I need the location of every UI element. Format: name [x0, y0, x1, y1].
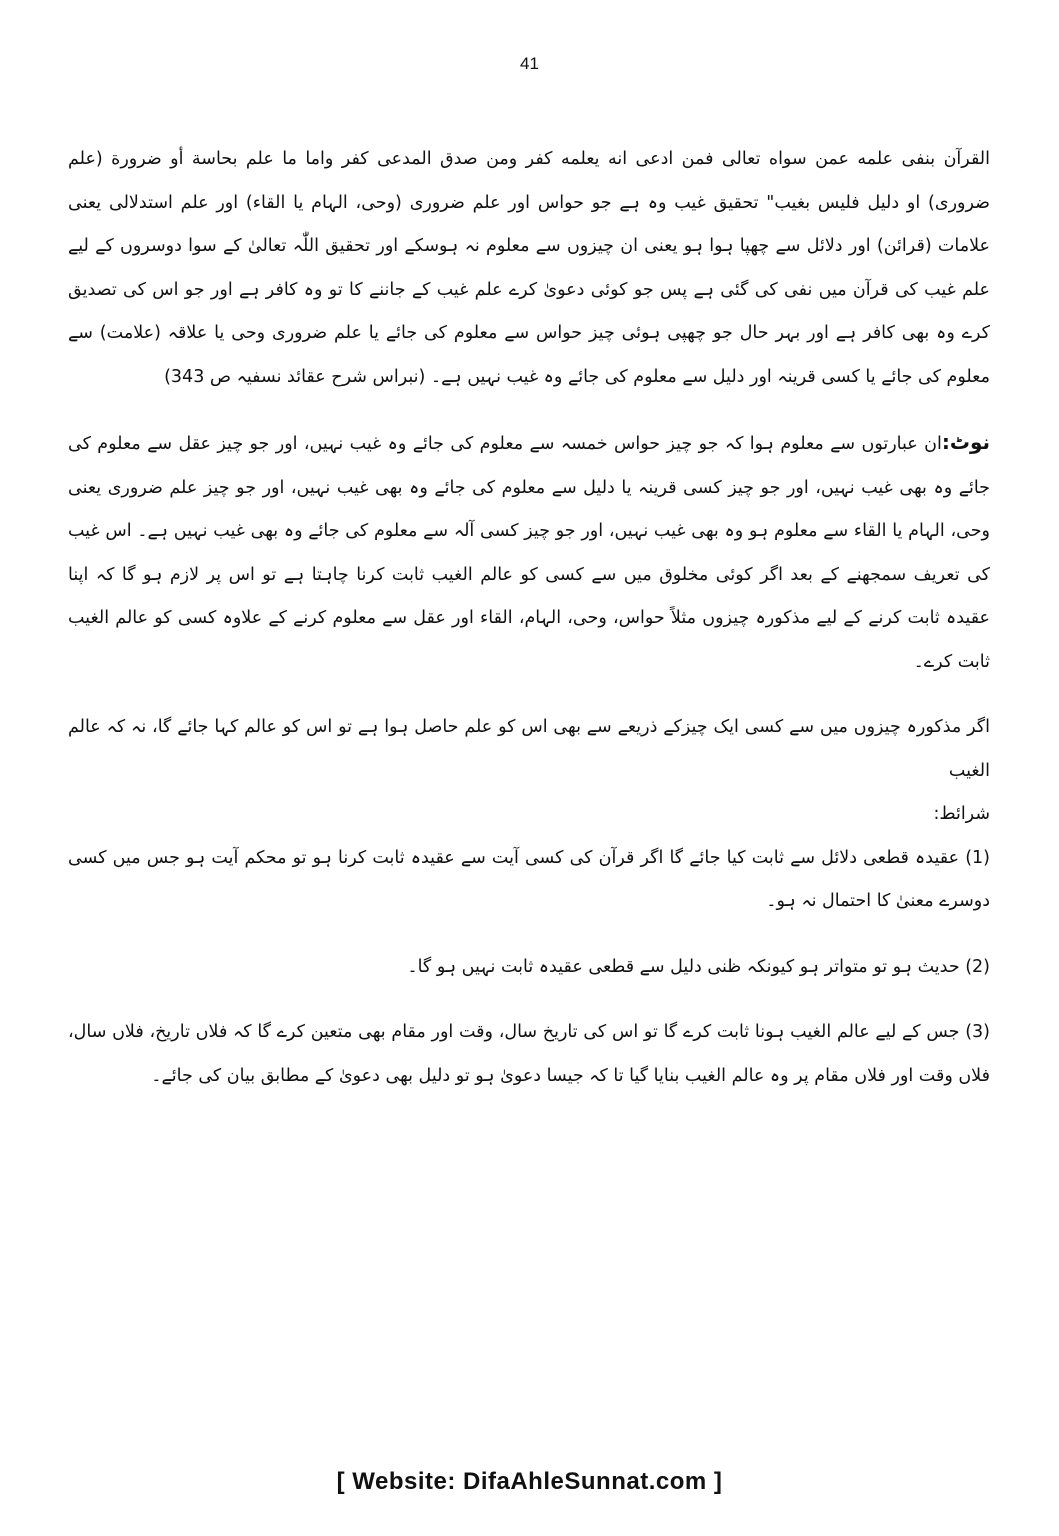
- note-label: نوٹ:: [941, 430, 990, 454]
- quote-paragraph: القرآن بنفی علمه عمن سواه تعالی فمن ادعی انه یعلمه کفر ومن صدق المدعی کفر واما ما علم بحاسة أو ضرورة (علم ضروری) او دلیل فلیس بغیب" تحقیق غیب وہ ہے جو حواس اور علم ضروری (وحی، الہام یا القاء) اور علم استدلالی یعنی علامات (قرائن) اور دلائل سے چھپا ہوا ہو یعنی ان چیزوں سے معلوم نہ ہوسکے اور تحقیق اللّٰہ تعالیٰ کے سوا دوسروں کے لیے علم غیب کی قرآن میں نفی کی گئی ہے پس جو کوئی دعویٰ کرے علم غیب کے جاننے کا تو وہ کافر ہے اور جو اس کی تصدیق کرے وہ بھی کافر ہے اور بہر حال جو چھپی ہوئی چیز حواس سے معلوم کی جائے یا علم ضروری وحی یا علاقہ (علامت) سے معلوم کی جائے یا کسی قرینہ اور دلیل سے معلوم کی جائے وہ غیب نہیں ہے۔ (نبراس شرح عقائد نسفیہ ص 343): [68, 149, 990, 387]
- condition-2: (2) حدیث ہو تو متواتر ہو کیونکہ ظنی دلیل سے قطعی عقیدہ ثابت نہیں ہو گا۔: [407, 956, 990, 977]
- note-text: ان عبارتوں سے معلوم ہوا کہ جو چیز حواس خمسہ سے معلوم کی جائے وہ غیب نہیں، اور جو چیز عقل سے معلوم کی جائے وہ بھی غیب نہیں، اور جو چیز کسی قرینہ یا دلیل سے معلوم کی جائے وہ بھی غیب نہیں، اور جو چیز علم ضروری یعنی وحی، الہام یا القاء سے معلوم ہو وہ بھی غیب نہیں، اور جو چیز کسی آلہ سے معلوم کی جائے وہ بھی غیب نہیں ہے۔ اس غیب کی تعریف سمجھنے کے بعد اگر کوئی مخلوق میں سے کسی کو عالم الغیب ثابت کرنا چاہتا ہے تو اس پر لازم ہو گا کہ اپنا عقیدہ ثابت کرنے کے لیے مذکورہ چیزوں مثلاً حواس، وحی، الہام، القاء اور عقل سے معلوم کرنے کے علاوہ کسی کو عالم الغیب ثابت کرے۔: [68, 434, 990, 672]
- condition-3: (3) جس کے لیے عالم الغیب ہونا ثابت کرے گا تو اس کی تاریخ سال، وقت اور مقام بھی متعین کرے گا کہ فلاں تاریخ، فلاں سال، فلاں وقت اور فلاں مقام پر وہ عالم الغیب بنایا گیا تا کہ جیسا دعویٰ ہو تو دلیل بھی دعویٰ کے مطابق بیان کی جائے۔: [68, 1022, 990, 1086]
- note-paragraph: [68, 421, 990, 684]
- page-number: 41: [520, 54, 539, 73]
- summary-paragraph: اگر مذکورہ چیزوں میں سے کسی ایک چیزکے ذریعے سے بھی اس کو علم حاصل ہوا ہے تو اس کو عالم کہا جائے گا، نہ کہ عالم الغیب: [68, 717, 990, 781]
- condition-1: (1) عقیدہ قطعی دلائل سے ثابت کیا جائے گا اگر قرآن کی کسی آیت سے عقیدہ ثابت کرنا ہو تو محکم آیت ہو جس میں کسی دوسرے معنیٰ کا احتمال نہ ہو۔: [68, 847, 990, 911]
- conditions-heading: شرائط:: [933, 804, 990, 824]
- page-body: [68, 138, 990, 1098]
- website-footer: [ Website: DifaAhleSunnat.com ]: [336, 1468, 723, 1495]
